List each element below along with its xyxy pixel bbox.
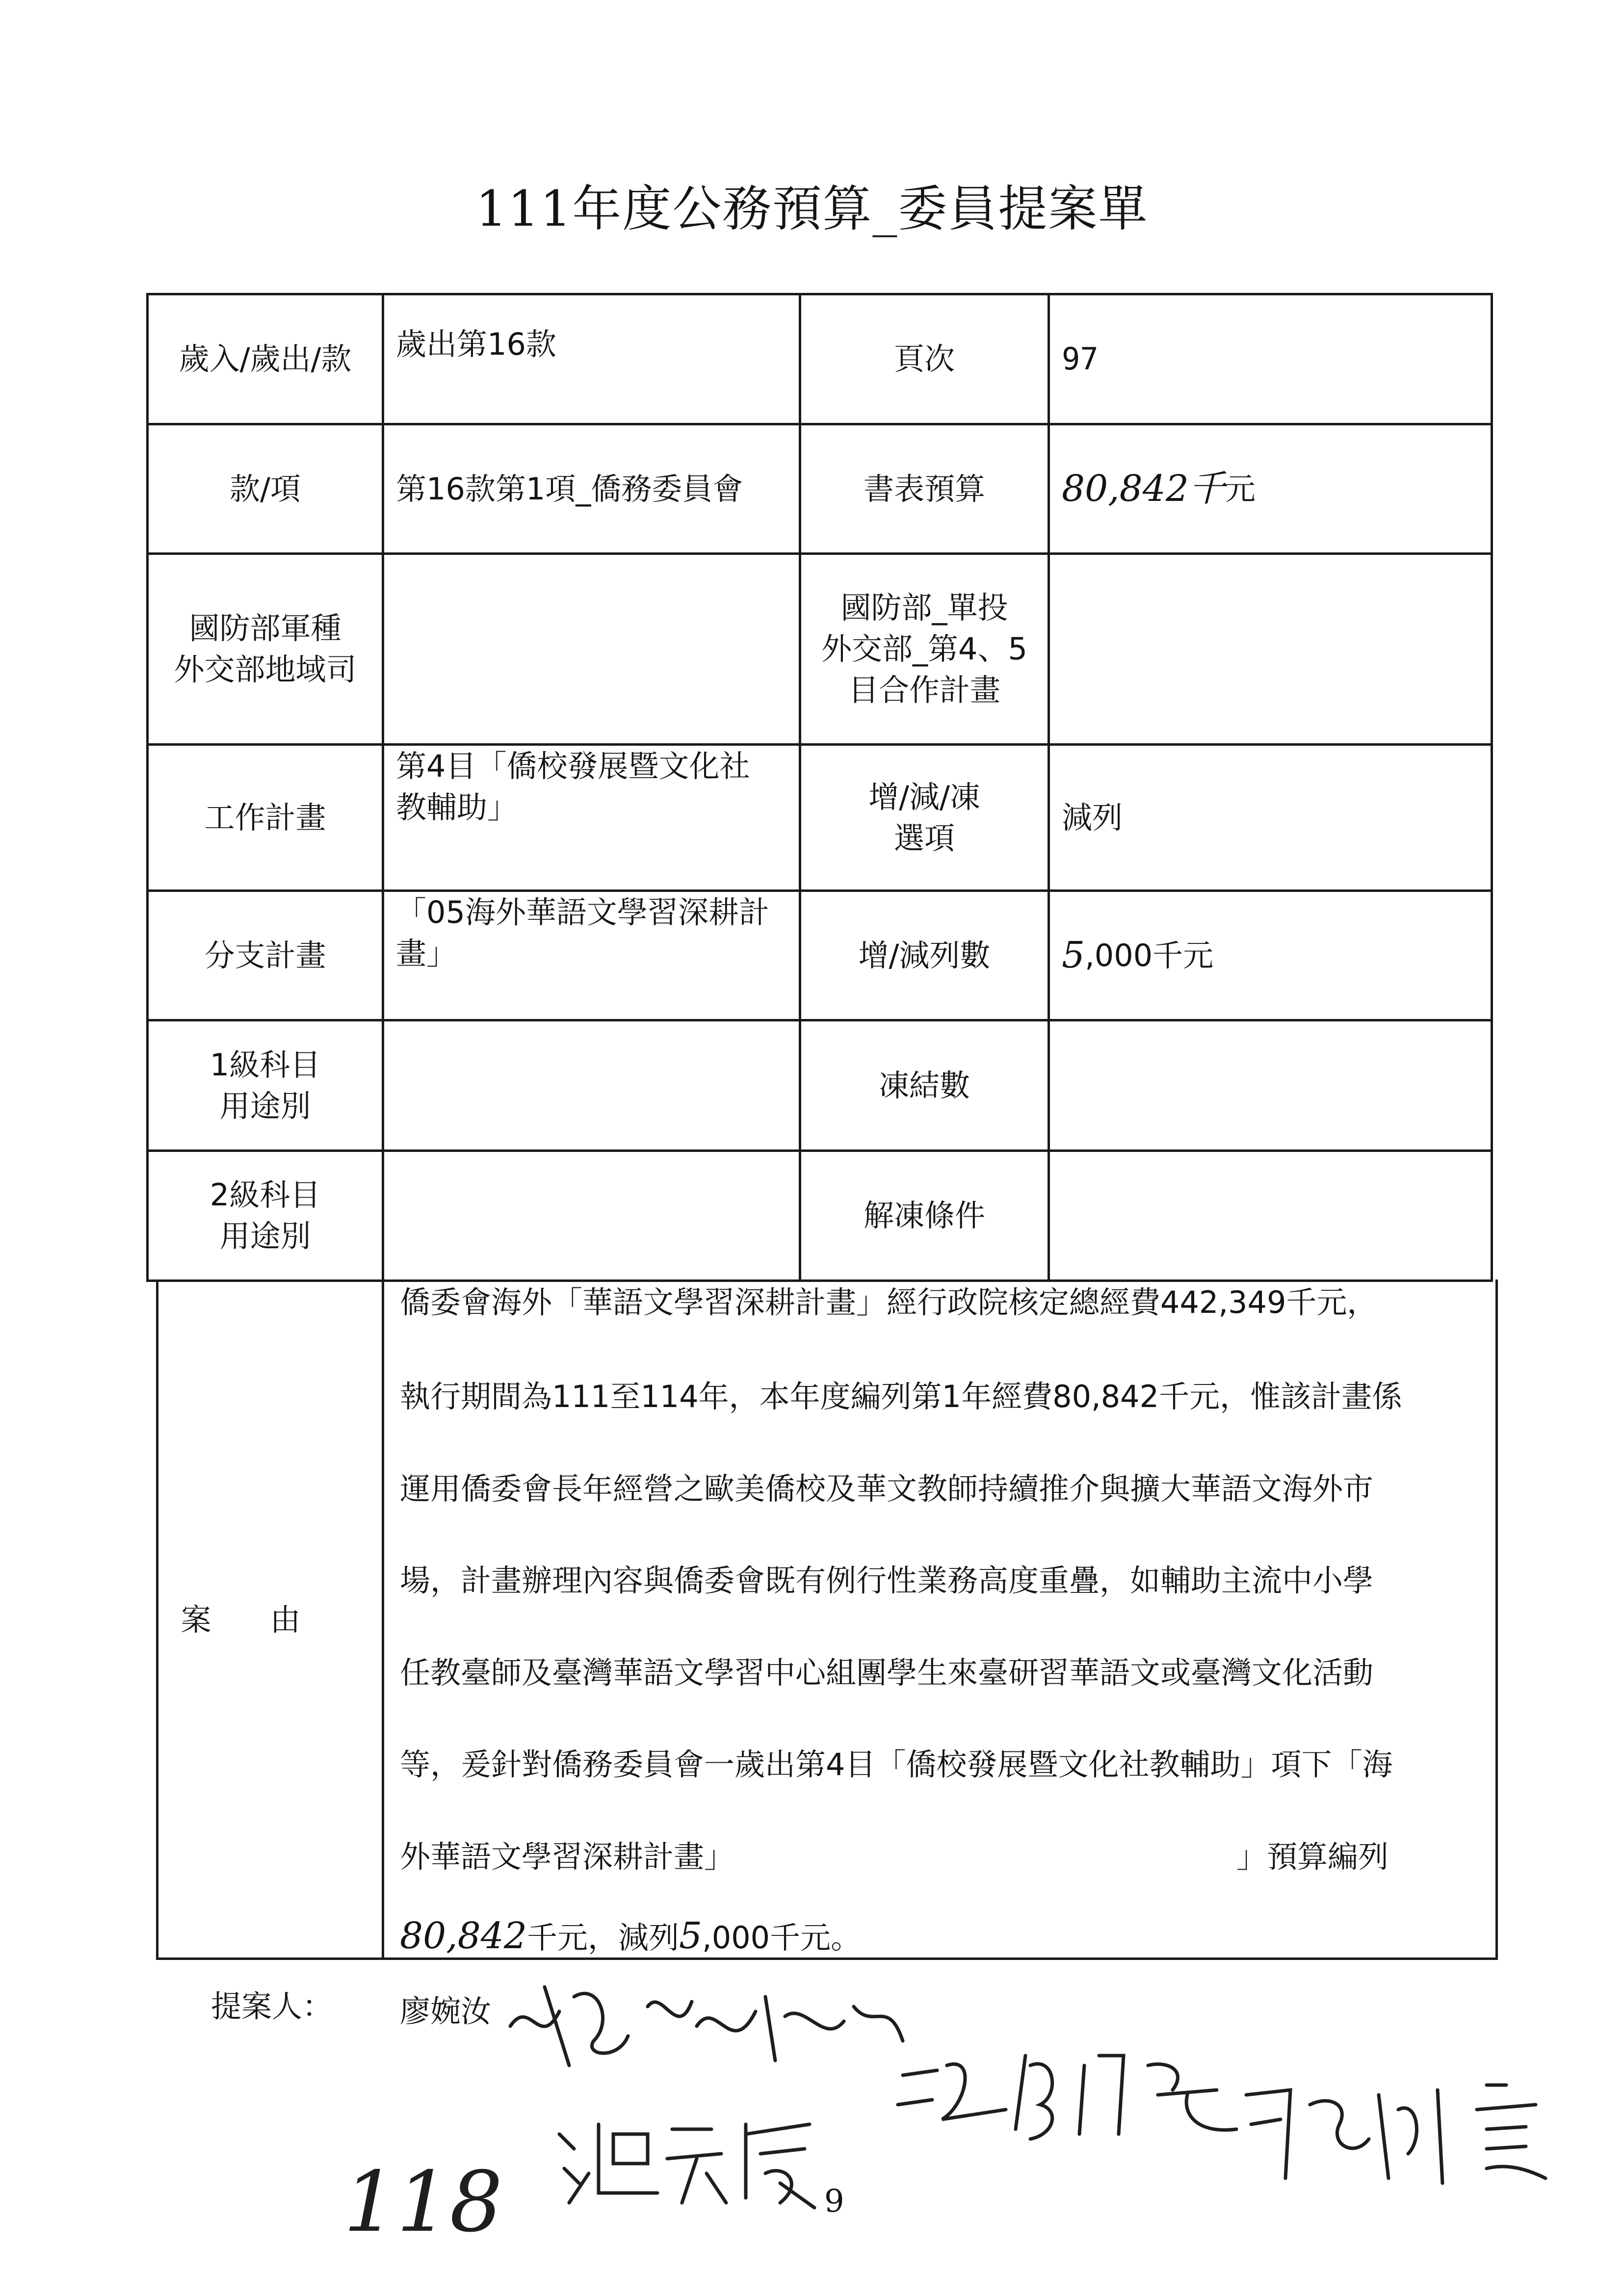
label-line: 選項 [893, 820, 955, 856]
label-text: 款/項 [230, 470, 301, 507]
field-value-defense-foreign [384, 555, 799, 743]
handwritten-budget-amount: 80,842千 [1062, 467, 1225, 510]
field-label-cooperation-plan [801, 555, 1048, 743]
signature-1 [500, 1967, 913, 2080]
field-value-adjust-option [1050, 746, 1491, 889]
field-value-page [1050, 295, 1491, 423]
value-text: 減列 [1062, 799, 1123, 835]
label-line: 國防部軍種 [189, 610, 341, 647]
field-value-level2-subject [384, 1152, 799, 1279]
label-text: 凍結數 [878, 1067, 970, 1103]
label-text: 分支計畫 [204, 937, 326, 973]
field-label-level1-subject [149, 1021, 382, 1149]
label-line: 2級科目 [210, 1177, 321, 1213]
reason-line: 任教臺師及臺灣華語文學習中心組團學生來臺研習華語文或臺灣文化活動 [400, 1655, 1374, 1691]
field-value-statement-budget [1050, 425, 1491, 552]
reason-line: 運用僑委會長年經營之歐美僑校及華文教師持續推介與擴大華語文海外市 [400, 1471, 1374, 1507]
handwritten-cut-digit: 5 [679, 1915, 703, 1957]
signature-4 [1231, 2065, 1604, 2193]
label-line: 目合作計畫 [848, 672, 1000, 708]
reason-text-fragment: ,000千元。 [702, 1920, 862, 1956]
label-text: 書表預算 [863, 470, 985, 507]
label-line: 外交部地域司 [174, 652, 357, 687]
field-value-level1-subject [384, 1021, 799, 1149]
reason-line: 」預算編列 [1236, 1839, 1389, 1875]
field-value-unfreeze-condition [1050, 1152, 1491, 1279]
field-value-adjust-amount [1050, 892, 1491, 1019]
reason-line: 場，計畫辦理內容與僑委會既有例行性業務高度重疊，如輔助主流中小學 [400, 1563, 1374, 1598]
value-text: 97 [1062, 341, 1099, 377]
label-line: 外交部_第4、5 [821, 631, 1027, 667]
label-text: 工作計畫 [204, 799, 326, 835]
field-value-cooperation-plan [1050, 555, 1491, 743]
label-line: 1級科目 [210, 1046, 321, 1083]
label-line: 用途別 [219, 1088, 311, 1124]
field-label-level2-subject [149, 1152, 382, 1279]
field-label-branch-plan [149, 892, 382, 1019]
field-value-branch-plan [384, 892, 799, 1000]
label-text: 頁次 [893, 341, 955, 377]
table-border-right [1491, 293, 1493, 1282]
field-label-page [801, 295, 1048, 423]
value-line: 「05海外華語文學習深耕計 [396, 894, 769, 930]
proposer-name: 廖婉汝 [400, 1993, 492, 2029]
value-text: 第16款第1項_僑務委員會 [396, 470, 743, 507]
signature-3 [893, 2036, 1246, 2149]
value-line: 教輔助」 [396, 789, 518, 825]
field-label-frozen-amount [801, 1021, 1048, 1149]
field-value-section-item [384, 425, 799, 552]
reason-line: 外華語文學習深耕計畫」 [400, 1839, 735, 1875]
field-label-revenue-expense-item [149, 295, 382, 423]
field-label-work-plan [149, 746, 382, 889]
label-text: 增/減列數 [858, 937, 991, 973]
label-line: 增/減/凍 [868, 779, 980, 815]
unit-text: 元 [1225, 470, 1256, 507]
field-value-work-plan [384, 746, 799, 854]
field-label-reason [158, 1282, 382, 1957]
handwritten-cut-digit: 5 [1062, 934, 1085, 976]
value-line: 畫」 [396, 935, 457, 971]
reason-line: 僑委會海外「華語文學習深耕計畫」經行政院核定總經費442,349千元， [400, 1284, 1378, 1320]
value-text: ,000千元 [1085, 937, 1214, 973]
handwritten-number: 118 [343, 2154, 503, 2251]
field-value-revenue-expense-item [384, 295, 799, 393]
field-value-frozen-amount [1050, 1021, 1491, 1149]
reason-label: 案由 [181, 1601, 360, 1638]
page-title: 111年度公務預算_委員提案單 [475, 180, 1149, 237]
label-text: 解凍條件 [863, 1198, 985, 1234]
reason-line: 等，爰針對僑務委員會一歲出第4目「僑校發展暨文化社教輔助」項下「海 [400, 1747, 1393, 1782]
table-border-bottom [156, 1957, 1498, 1960]
field-label-adjust-amount [801, 892, 1048, 1019]
signature-2 [550, 2105, 824, 2213]
value-line: 第4目「僑校發展暨文化社 [396, 748, 750, 784]
label-line: 用途別 [219, 1218, 311, 1254]
field-label-defense-foreign [149, 555, 382, 743]
handwritten-budget-amount: 80,842 [400, 1915, 527, 1957]
field-label-statement-budget [801, 425, 1048, 552]
reason-final-line [400, 1913, 861, 1957]
field-label-section-item [149, 425, 382, 552]
reason-text-fragment: 千元，減列 [526, 1920, 679, 1956]
proposer-label: 提案人： [211, 1988, 333, 2024]
label-line: 國防部_單投 [840, 590, 1008, 626]
page-number: 9 [824, 2183, 844, 2219]
value-text: 歲出第16款 [396, 326, 556, 363]
field-label-adjust-option [801, 746, 1048, 889]
field-label-unfreeze-condition [801, 1152, 1048, 1279]
table-border-right-lower [1495, 1279, 1498, 1960]
label-text: 歲入/歲出/款 [179, 341, 352, 377]
reason-line: 執行期間為111至114年，本年度編列第1年經費80,842千元，惟該計畫係 [400, 1379, 1403, 1414]
